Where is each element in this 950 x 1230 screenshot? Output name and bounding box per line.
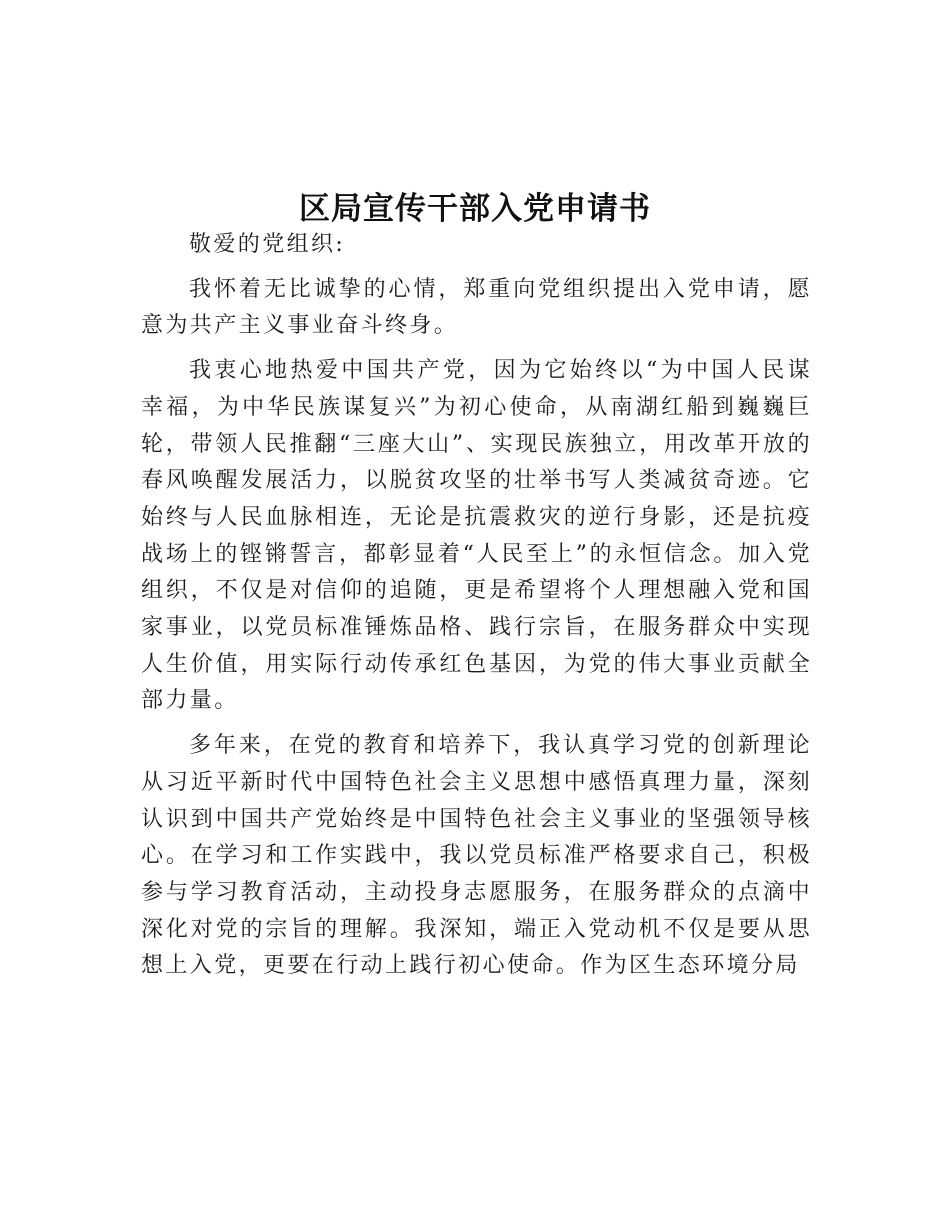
paragraph-1: 我怀着无比诚挚的心情，郑重向党组织提出入党申请，愿意为共产主义事业奋斗终身。 <box>141 276 812 339</box>
paragraph-3: 多年来，在党的教育和培养下，我认真学习党的创新理论从习近平新时代中国特色社会主义思想中感悟真理力量，深刻认识到中国共产党始终是中国特色社会主义事业的坚强领导核心。在学习和工作实践中，我以党员标准严格要求自己，积极参与学习教育活动，主动投身志愿服务，在服务群众的点滴中深化对党的宗旨的理解。我深知，端正入党动机不仅是要从思想上入党，更要在行动上践行初心使命。作为区生态环境分局 <box>141 733 812 979</box>
document-body <box>141 227 812 993</box>
paragraph-2: 我衷心地热爱中国共产党，因为它始终以“为中国人民谋幸福，为中华民族谋复兴”为初心使命，从南湖红船到巍巍巨轮，带领人民推翻“三座大山”、实现民族独立，用改革开放的春风唤醒发展活力，以脱贫攻坚的壮举书写人类减贫奇迹。它始终与人民血脉相连，无论是抗震救灾的逆行身影，还是抗疫战场上的铿锵誓言，都彰显着“人民至上”的永恒信念。加入党组织，不仅是对信仰的追随，更是希望将个人理想融入党和国家事业，以党员标准锤炼品格、践行宗旨，在服务群众中实现人生价值，用实际行动传承红色基因，为党的伟大事业贡献全部力量。 <box>141 358 812 714</box>
greeting-line: 敬爱的党组织: <box>189 232 346 257</box>
document-title: 区局宣传干部入党申请书 <box>299 190 651 227</box>
